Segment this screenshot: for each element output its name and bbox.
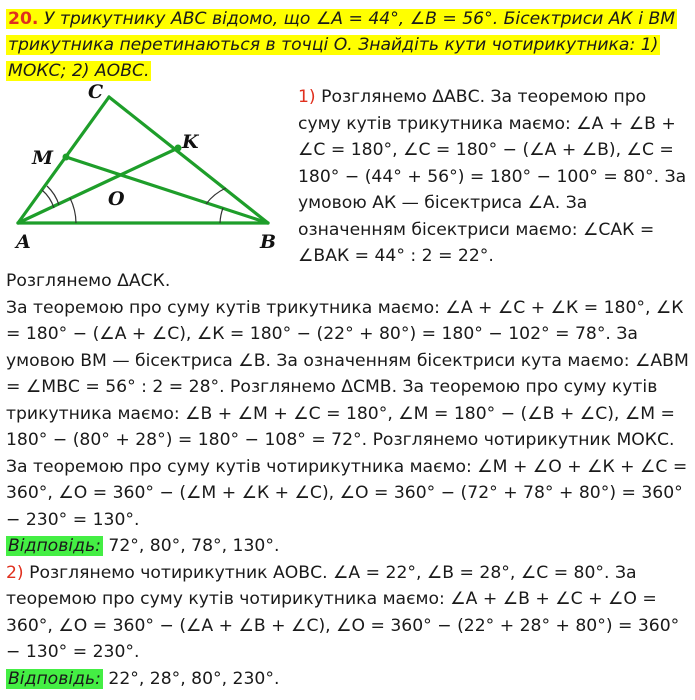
point-m bbox=[63, 154, 70, 161]
problem-text: У трикутнику АВС відомо, що ∠А = 44°, ∠В = 56°. Бісектриси АК і ВМ трикутника перетинаються в точці О. Знайдіть кути чотирикутника: 1) МОКС; 2) АОВС. bbox=[8, 9, 676, 81]
part1-marker: 1) bbox=[298, 87, 316, 107]
problem-number: 20. bbox=[8, 9, 39, 29]
problem-highlight bbox=[6, 9, 677, 81]
part2 bbox=[6, 560, 691, 666]
side-cb bbox=[109, 97, 268, 223]
label-k: K bbox=[182, 131, 199, 153]
part1-intro bbox=[298, 84, 692, 270]
point-k bbox=[175, 145, 182, 152]
angle-arc-b-1 bbox=[220, 208, 223, 223]
solution-continued bbox=[6, 268, 691, 692]
triangle-figure bbox=[6, 80, 296, 260]
answer-label-2: Відповідь: bbox=[8, 668, 101, 689]
problem-statement bbox=[6, 6, 691, 84]
answer-label: Відповідь: bbox=[8, 536, 101, 556]
part2-marker: 2) bbox=[6, 562, 24, 583]
part2-body: Розглянемо чотирикутник АОВС. ∠А = 22°, ∠В = 28°, ∠С = 80°. За теоремою про суму кутів чотирикутника маємо: ∠А + ∠В + ∠С + ∠О = 360°, ∠О = 360° − (∠А + ∠В + ∠С), ∠О = 360° − (22° + 28° + 80°) = 360° − 130° = 230°. bbox=[6, 562, 680, 662]
answer-value-2: 22°, 28°, 80°, 230°. bbox=[102, 668, 280, 689]
label-b: B bbox=[260, 231, 277, 253]
angle-arc-a-inner2 bbox=[47, 186, 59, 205]
label-a: A bbox=[16, 231, 31, 253]
part1-body: За теоремою про суму кутів трикутника маємо: ∠А + ∠С + ∠К = 180°, ∠К = 180° − (∠А + ∠С), ∠К = 180° − (22° + 80°) = 180° − 102° = 78°. За умовою ВМ — бісектриса ∠В. За означенням бісектриси кута маємо: ∠АВМ = ∠МВС = 56° : 2 = 28°. Розглянемо ΔСМВ. За теоремою про суму кутів трикутника маємо: ∠В + ∠М + ∠С = 180°, ∠М = 180° − (∠В + ∠С), ∠М = 180° − (80° + 28°) = 180° − 108° = 72°. Розглянемо чотирикутник МОКС. За теоремою про суму кутів чотирикутника маємо: ∠М + ∠О + ∠К + ∠С = 360°, ∠О = 360° − (∠М + ∠К + ∠С), ∠О = 360° − (72° + 78° + 80°) = 360° − 230° = 130°. bbox=[6, 297, 689, 530]
part1-line2: Розглянемо ΔАСК. bbox=[6, 271, 171, 291]
part1-answer bbox=[6, 533, 691, 560]
part1-intro-text: Розглянемо ΔАВС. За теоремою про суму кутів трикутника маємо: ∠А + ∠В + ∠С = 180°, ∠С = 180° − (∠А + ∠В), ∠С = 180° − (44° + 56°) = 180° − 100° = 80°. За умовою АК — бісектриса ∠А. За означенням бісектриси маємо: ∠САК = ∠ВАК = 44° : 2 = 22°. bbox=[298, 87, 687, 266]
label-o: O bbox=[108, 188, 125, 210]
label-c: C bbox=[88, 81, 104, 103]
angle-arc-a-outer bbox=[70, 198, 76, 223]
answer-value: 72°, 80°, 78°, 130°. bbox=[102, 536, 280, 556]
label-m: M bbox=[32, 147, 54, 169]
angle-arc-b-2 bbox=[206, 188, 226, 204]
part2-answer bbox=[6, 666, 691, 693]
bisector-bm bbox=[66, 157, 268, 223]
